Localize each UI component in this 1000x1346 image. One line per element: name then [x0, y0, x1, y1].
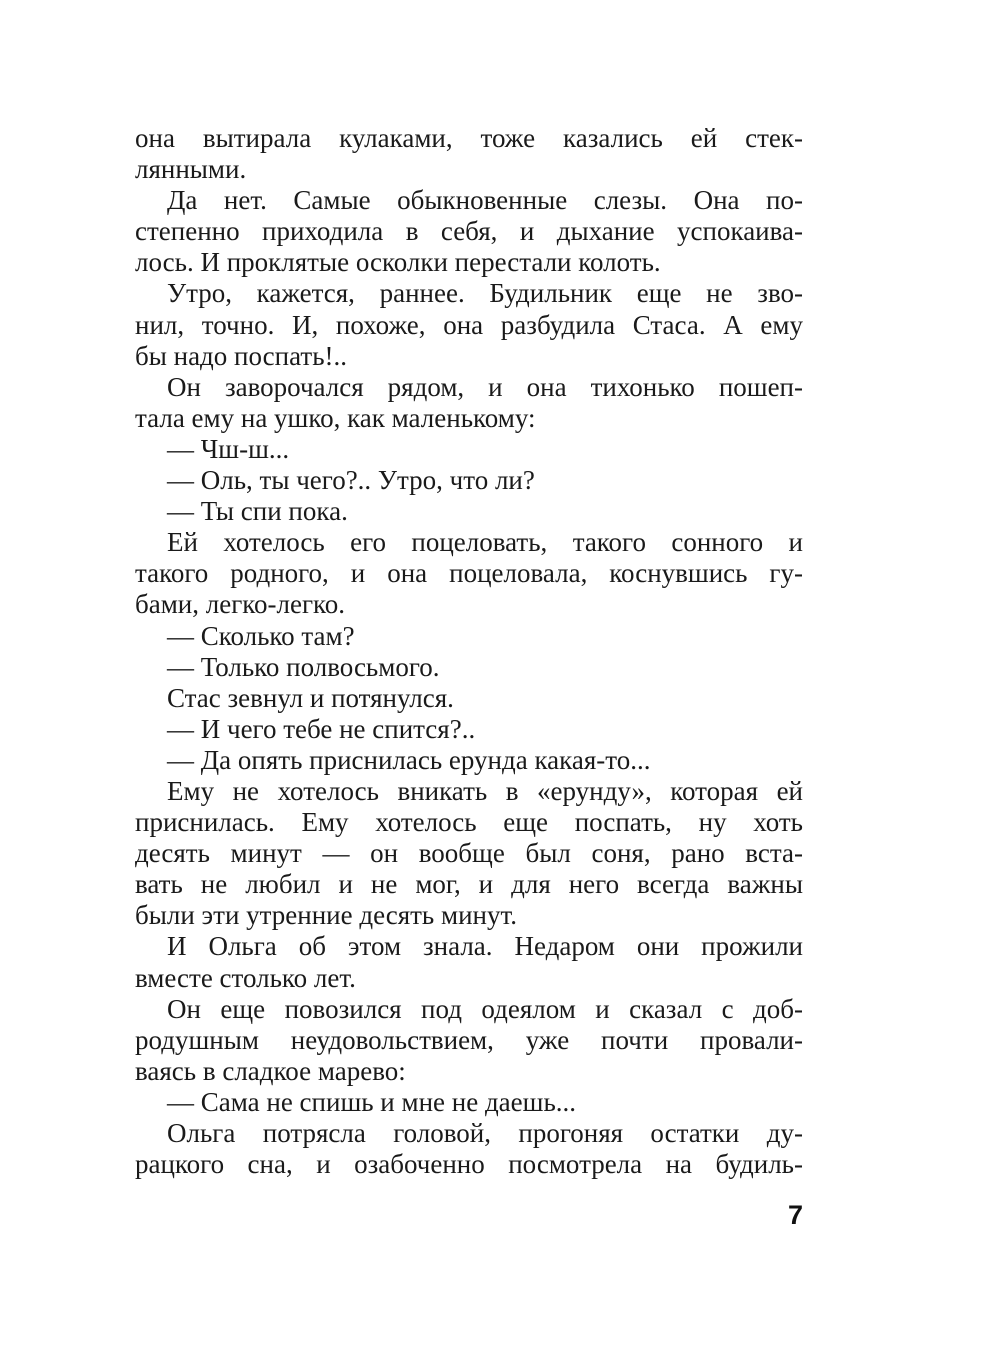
text-line: бами, легко-легко.	[135, 589, 346, 620]
page-number: 7	[787, 1200, 803, 1230]
text-line: Он заворочался рядом, и она тихонько пошеп-	[167, 371, 803, 402]
text-line: Стас зевнул и потянулся.	[167, 682, 454, 713]
text-line: приснилась. Ему хотелось еще поспать, ну хоть	[135, 807, 803, 838]
text-line: такого родного, и она поцеловала, коснувшись гу-	[135, 558, 803, 589]
text-line: нил, точно. И, похоже, она разбудила Стаса. А ему	[135, 309, 803, 340]
text-line: вать не любил и не мог, и для него всегда важны	[135, 869, 803, 900]
text-line: лянными.	[135, 154, 247, 185]
text-line: ваясь в сладкое марево:	[135, 1055, 406, 1086]
text-line: бы надо поспать!..	[135, 340, 347, 371]
text-line: Утро, кажется, раннее. Будильник еще не зво-	[167, 278, 803, 309]
text-line: И Ольга об этом знала. Недаром они прожили	[167, 931, 803, 962]
text-line: Он еще повозился под одеялом и сказал с доб-	[167, 993, 803, 1024]
text-line: — Сама не спишь и мне не даешь...	[167, 1086, 577, 1117]
text-line: родушным неудовольствием, уже почти провали-	[135, 1024, 803, 1055]
text-line: вместе столько лет.	[135, 962, 356, 993]
text-line: — И чего тебе не спится?..	[167, 713, 476, 744]
text-line: Ей хотелось его поцеловать, такого сонного и	[167, 527, 803, 558]
text-line: она вытирала кулаками, тоже казались ей стек-	[135, 123, 803, 153]
text-line: Ему не хотелось вникать в «ерунду», которая ей	[167, 775, 803, 806]
text-line: тала ему на ушко, как маленькому:	[135, 402, 536, 433]
text-line: степенно приходила в себя, и дыхание успокаива-	[135, 216, 803, 247]
text-line: — Чш-ш...	[167, 433, 290, 464]
text-line: — Оль, ты чего?.. Утро, что ли?	[167, 465, 535, 496]
text-line: — Только полвосьмого.	[167, 651, 440, 682]
text-line: лось. И проклятые осколки перестали колоть.	[135, 247, 661, 278]
text-line: — Ты спи пока.	[167, 496, 348, 527]
body-text	[135, 123, 803, 1180]
text-line: — Сколько там?	[167, 620, 355, 651]
text-line: рацкого сна, и озабоченно посмотрела на будиль-	[135, 1149, 803, 1180]
text-line: были эти утренние десять минут.	[135, 900, 517, 931]
text-line: Ольга потрясла головой, прогоняя остатки ду-	[167, 1118, 803, 1148]
text-line: — Да опять приснилась ерунда какая-то...	[167, 744, 651, 775]
text-line: Да нет. Самые обыкновенные слезы. Она по-	[167, 185, 803, 216]
text-line: десять минут — он вообще был соня, рано вста-	[135, 838, 803, 869]
